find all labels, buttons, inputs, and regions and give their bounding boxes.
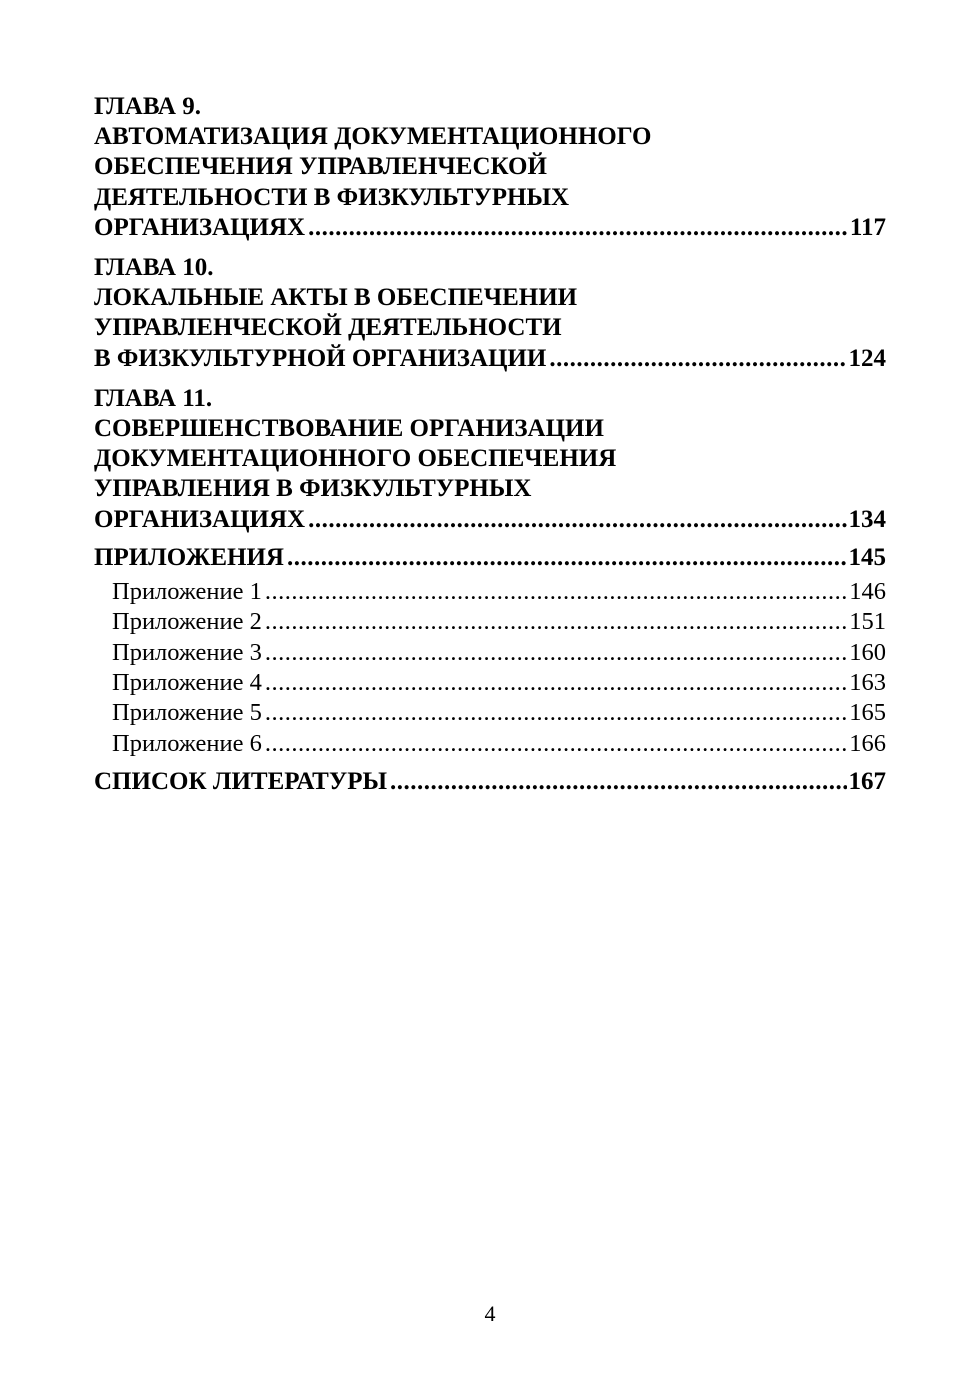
chapter-heading: ГЛАВА 9. — [94, 93, 201, 120]
dot-leader — [265, 668, 847, 698]
page-ref: 163 — [849, 668, 886, 696]
chapter-title-line: В ФИЗКУЛЬТУРНОЙ ОРГАНИЗАЦИИ — [94, 344, 547, 372]
dot-leader — [265, 729, 847, 759]
page-ref: 134 — [848, 505, 886, 533]
toc-entry-appendices[interactable] — [94, 543, 886, 573]
dot-leader — [265, 607, 847, 637]
appendix-label: Приложение 2 — [112, 608, 262, 636]
toc-entry-chapter-10[interactable] — [94, 253, 886, 374]
chapter-title-line: ДОКУМЕНТАЦИОННОГО ОБЕСПЕЧЕНИЯ — [94, 445, 617, 473]
page-ref: 145 — [848, 543, 886, 571]
chapter-title-line: УПРАВЛЕНИЯ В ФИЗКУЛЬТУРНЫХ — [94, 475, 532, 503]
page-ref: 151 — [849, 608, 886, 636]
chapter-title-last-line — [94, 505, 886, 535]
chapter-title-line: СОВЕРШЕНСТВОВАНИЕ ОРГАНИЗАЦИИ — [94, 415, 604, 443]
dot-leader — [265, 577, 847, 607]
dot-leader — [308, 505, 846, 535]
dot-leader — [549, 344, 846, 374]
chapter-title-line: ДЕЯТЕЛЬНОСТИ В ФИЗКУЛЬТУРНЫХ — [94, 183, 570, 211]
references-row — [94, 767, 886, 797]
chapter-title-last-line — [94, 344, 886, 374]
appendix-label: Приложение 6 — [112, 729, 262, 757]
dot-leader — [287, 543, 847, 573]
page-ref: 166 — [849, 729, 886, 757]
chapter-title-line: ОБЕСПЕЧЕНИЯ УПРАВЛЕНЧЕСКОЙ — [94, 153, 547, 181]
chapter-title-line: ОРГАНИЗАЦИЯХ — [94, 213, 306, 241]
dot-leader — [265, 698, 847, 728]
page-ref: 167 — [848, 767, 886, 795]
toc-entry-appendix-4[interactable] — [94, 668, 886, 698]
chapter-title-line: ЛОКАЛЬНЫЕ АКТЫ В ОБЕСПЕЧЕНИИ — [94, 284, 578, 312]
page-ref: 165 — [849, 699, 886, 727]
appendices-row — [94, 543, 886, 573]
chapter-title-line: УПРАВЛЕНЧЕСКОЙ ДЕЯТЕЛЬНОСТИ — [94, 314, 562, 342]
toc-entry-appendix-1[interactable] — [94, 577, 886, 607]
table-of-contents — [94, 92, 886, 797]
appendix-label: Приложение 1 — [112, 578, 262, 606]
toc-entry-appendix-2[interactable] — [94, 607, 886, 637]
references-title: СПИСОК ЛИТЕРАТУРЫ — [94, 767, 388, 795]
page-ref: 160 — [849, 638, 886, 666]
page-ref: 124 — [848, 344, 886, 372]
page-number: 4 — [484, 1301, 496, 1326]
appendix-label: Приложение 3 — [112, 638, 262, 666]
appendix-list — [94, 577, 886, 759]
appendix-label: Приложение 5 — [112, 699, 262, 727]
page-ref: 117 — [849, 213, 886, 241]
chapter-title-last-line — [94, 213, 886, 243]
toc-entry-references[interactable] — [94, 767, 886, 797]
chapter-title-line: АВТОМАТИЗАЦИЯ ДОКУМЕНТАЦИОННОГО — [94, 123, 652, 151]
toc-entry-chapter-11[interactable] — [94, 384, 886, 535]
chapter-heading: ГЛАВА 10. — [94, 254, 214, 282]
toc-entry-chapter-9[interactable] — [94, 92, 886, 243]
appendix-label: Приложение 4 — [112, 668, 262, 696]
page-ref: 146 — [849, 578, 886, 606]
toc-entry-appendix-5[interactable] — [94, 698, 886, 728]
chapter-heading: ГЛАВА 11. — [94, 384, 213, 412]
dot-leader — [265, 638, 847, 668]
appendices-title: ПРИЛОЖЕНИЯ — [94, 543, 284, 571]
chapter-title-line: ОРГАНИЗАЦИЯХ — [94, 505, 306, 533]
dot-leader — [390, 767, 846, 797]
toc-entry-appendix-6[interactable] — [94, 729, 886, 759]
dot-leader — [308, 213, 848, 243]
toc-entry-appendix-3[interactable] — [94, 638, 886, 668]
